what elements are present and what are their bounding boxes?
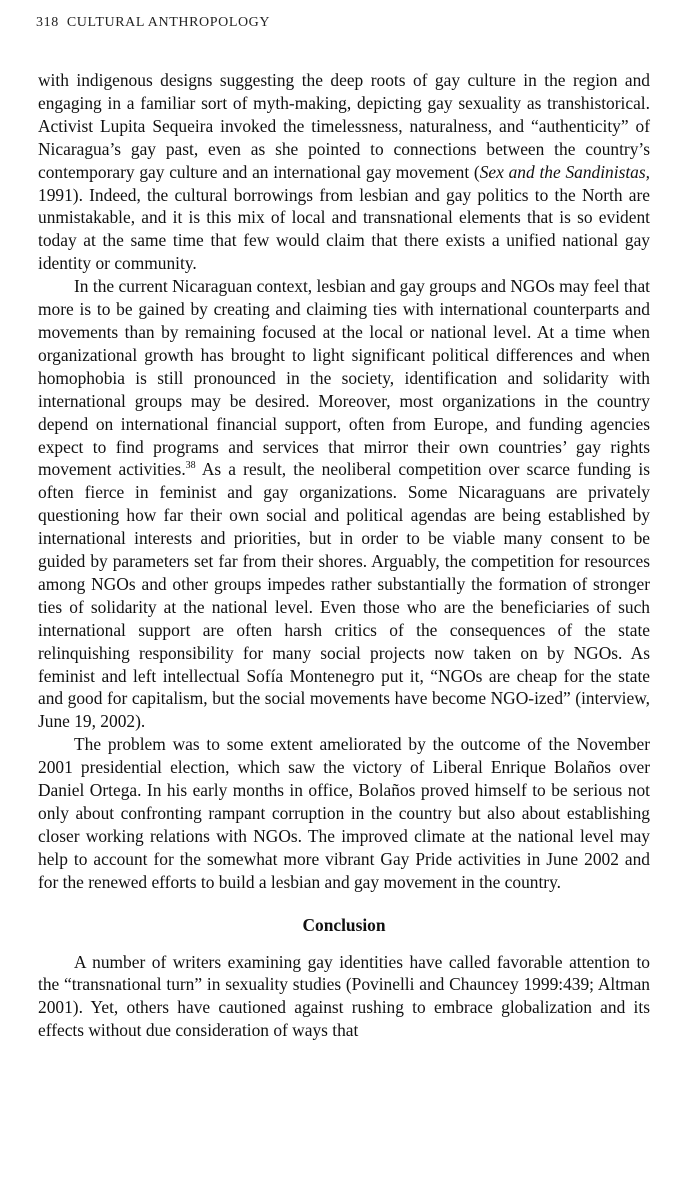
running-head — [36, 15, 270, 31]
page-number: 318 — [36, 15, 59, 30]
journal-title: CULTURAL ANTHROPOLOGY — [66, 15, 271, 30]
paragraph-1-text-end: 1991). Indeed, the cultural borrowings from lesbian and gay politics to the North are unmistakable, and it is this mix of local and transnational elements that is so evident today at the same time that few would claim that there exists a unified national gay identity or community. — [38, 184, 650, 274]
film-title: Sex and the Sandinistas, — [479, 161, 650, 182]
conclusion-paragraph: A number of writers examining gay identities have called favorable attention to the “transnational turn” in sexuality studies (Povinelli and Chauncey 1999:439; Altman 2001). Yet, others have cautioned against rushing to embrace globalization and its effects without due consideration of ways that — [38, 951, 650, 1041]
paragraph-2 — [38, 275, 650, 733]
body-text — [38, 69, 650, 1042]
paragraph-3: The problem was to some extent ameliorated by the outcome of the November 2001 presidential election, which saw the victory of Liberal Enrique Bolaños over Daniel Ortega. In his early months in office, Bolaños proved himself to be serious not only about confronting rampant corruption in the country but also about establishing closer working relations with NGOs. The improved climate at the national level may help to account for the somewhat more vibrant Gay Pride activities in June 2002 and for the renewed efforts to build a lesbian and gay movement in the country. — [38, 734, 650, 892]
section-heading: Conclusion — [302, 914, 386, 935]
paragraph-1-text: with indigenous designs suggesting the deep roots of gay culture in the region and engaging in a familiar sort of myth-making, depicting gay sexuality as transhistorical. Activist Lupita Sequeira invoked the timelessness, naturalness, and “authenticity” of Nicaragua’s gay past, even as she pointed to connections between the country’s contemporary gay culture and an international gay movement ( — [38, 70, 650, 182]
paragraph-2-text: In the current Nicaraguan context, lesbian and gay groups and NGOs may feel that more is to be gained by creating and claiming ties with international counterparts and movements than by remaining focused at the local or national level. At a time when organizational growth has brought to light significant political differences and when homophobia is still pronounced in the society, identification and solidarity with international groups may be desired. Moreover, most organizations in the country depend on international financial support, often from Europe, and funding agencies expect to find programs and services that mirror their own countries’ gay rights movement activities. — [38, 276, 650, 480]
footnote-marker: 38 — [185, 460, 196, 472]
paragraph-2-text-end: As a result, the neoliberal competition over scarce funding is often fierce in feminist and gay organizations. Some Nicaraguans are privately questioning how far their own social and political agendas are being established by international interests and priorities, but in order to be viable many consent to be guided by parameters set far from their shores. Arguably, the competition for resources among NGOs and other groups impedes rather substantially the formation of stronger ties of solidarity at the national level. Even those who are the beneficiaries of such international support are often harsh critics of the consequences of the state relinquishing responsibility for many social projects now taken on by NGOs. As feminist and left intellectual Sofía Montenegro put it, “NGOs are cheap for the state and good for capitalism, but the social movements have become NGO-ized” (interview, June 19, 2002). — [38, 459, 650, 732]
paragraph-1 — [38, 69, 650, 275]
